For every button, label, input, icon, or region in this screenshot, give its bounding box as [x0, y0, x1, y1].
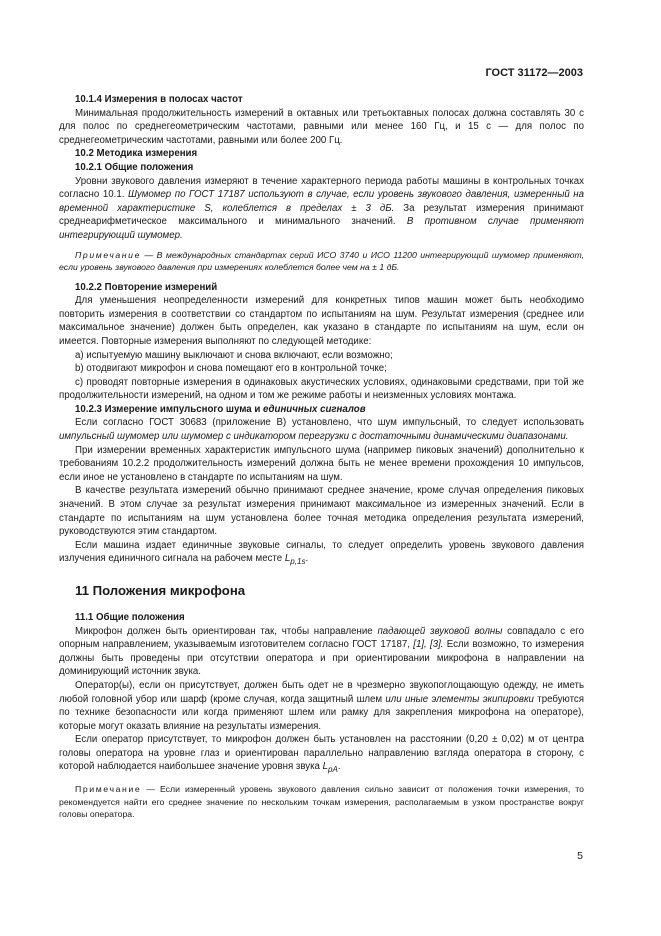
section-11-1-heading: 11.1 Общие положения [75, 611, 185, 623]
list-item-b: b) отодвигают микрофон и снова помещают его в контрольной точке; [75, 363, 387, 375]
italic-run: [1], [3]. [413, 639, 444, 651]
italic-run: Шумомер по ГОСТ 17187 используют в случае, если уровень звукового давления, измеренный на временной характеристике S, колеблется в пределах ± 3 дБ. [59, 189, 585, 214]
text-run: Если оператор присутствует, то микрофон должен быть установлен на расстоянии (0,20 ± 0,02) м от центра головы оператора на уровне глаз и ориентирован параллельно направлению взгляда оператора в сторону, с которой наблюдается наибольшее значение уровня звука [59, 734, 584, 773]
section-11-1-paragraph-2 [59, 679, 584, 733]
italic-run: импульсный шумомер или шумомер с индикатором перегрузки с достаточными динамическими диапазонами. [59, 431, 569, 443]
section-10-2-heading: 10.2 Методика измерения [75, 148, 198, 160]
section-10-2-3-heading [59, 403, 584, 417]
document-number: ГОСТ 31172—2003 [485, 67, 583, 79]
note-label: Примечание [75, 249, 142, 260]
section-10-1-4-text: Минимальная продолжительность измерений в октавных или третьоктавных полосах должна составлять 30 с для полос по среднегеометрическим частотами, равными или менее 160 Гц, и 15 с — для полос по среднегеометрическим частотами, равными или более 200 Гц. [59, 107, 584, 146]
symbol-subscript: pA [328, 765, 338, 775]
text-run: . [337, 761, 341, 773]
text-run: Если согласно ГОСТ 30683 (приложение В) установлено, что шум импульсный, то следует использовать [75, 417, 584, 429]
page-body [59, 93, 584, 828]
note-1 [59, 249, 584, 274]
text-run: требуются по технике безопасности или когда применяют шлем или рамку для закрепления микрофона на операторе), которые могут оказать влияние на результаты измерения. [59, 693, 585, 732]
text-run: Микрофон должен быть ориентирован так, чтобы направление [75, 625, 378, 637]
heading-run: 10.2.3 Измерение импульсного шума и [75, 403, 264, 415]
symbol-subscript: p,1s [290, 557, 306, 567]
text-run: Если возможно, то измерения должны быть проведены при отсутствии оператора и при ориентировании микрофона в направлении на доминирующий источник звука. [59, 639, 584, 678]
symbol: L [284, 553, 291, 565]
heading-italic-run: единичных сигналов [263, 403, 366, 415]
italic-run: В противном случае применяют интегрирующий шумомер. [59, 216, 585, 241]
note-label: Примечание [75, 784, 142, 794]
section-10-2-3-paragraph-4 [59, 539, 584, 569]
section-10-2-3-paragraph-2: При измерении временных характеристик импульсного шума (например пиковых значений) дополнительно к требованиям 10.2.2 продолжительность измерений должна быть не менее времени прохождения 10 импульсов, если иное не установлено в стандарте по испытаниям на шум. [59, 444, 584, 483]
section-10-2-3-paragraph-3: В качестве результата измерений обычно принимают среднее значение, кроме случая определения пиковых значений. В этом случае за результат измерения принимают максимальное из измеренных значений. Если в стандарте по испытаниям на шум установлена более точная методика определения результата измерений, руководствуются этим стандартом. [59, 485, 584, 538]
symbol: L [322, 761, 329, 773]
note-text: — Если измеренный уровень звукового давления сильно зависит от положения точки измерения, то рекомендуется найти его среднее значение по нескольким точкам измерения, располагаемым в узком пространстве вокруг головы оператора. [59, 784, 584, 819]
note-2 [59, 783, 584, 821]
page-number: 5 [577, 850, 583, 862]
section-10-2-1-heading: 10.2.1 Общие положения [75, 161, 194, 173]
text-run: Оператор(ы), если он присутствует, должен быть одет не в чрезмерно звукопоглощающую одежду, не иметь любой головной убор или шарф (кроме случая, когда защитный шлем [59, 679, 584, 705]
text-run: За результат измерения принимают среднеарифметическое максимального и минимального значений. [59, 202, 584, 228]
section-11-1-paragraph-3 [59, 733, 584, 777]
list-item-a: а) испытуемую машину выключают и снова включают, если возможно; [75, 349, 393, 361]
section-11-heading: 11 Положения микрофона [75, 582, 246, 598]
text-run: . [305, 553, 309, 565]
text-run: Уровни звукового давления измеряют в течение характерного периода работы машины в контрольных точках согласно 10.1. [59, 175, 584, 201]
section-10-2-1-paragraph [59, 175, 584, 243]
section-11-1-paragraph-1 [59, 625, 584, 679]
italic-run: или иные элементы экипировки [385, 693, 534, 705]
section-10-2-3-paragraph-1 [59, 416, 584, 443]
text-run: совпадало с его опорным направлением, указываемым изготовителем согласно ГОСТ 17187, [59, 625, 584, 651]
list-item-c: c) проводят повторные измерения в одинаковых акустических условиях, одинаковыми средствами, при той же продолжительности измерений, на одном и том же режиме работы и неизменных условиях монтажа. [59, 376, 584, 402]
italic-run: падающей звуковой волны [377, 625, 503, 637]
section-10-2-2-paragraph: Для уменьшения неопределенности измерений для конкретных типов машин может быть необходимо повторить измерения в соответствии со стандартом по испытаниям на шум. Результат измерения (среднее или максимальное значение) должен быть определен, как указано в стандарте по испытаниям на шум, если он имеется. Повторные измерения выполняют по следующей методике: [59, 295, 584, 347]
text-run: Если машина издает единичные звуковые сигналы, то следует определить уровень звукового давления излучения единичного сигнала на рабочем месте [59, 539, 584, 565]
note-text: — В международных стандартах серий ИСО 3740 и ИСО 11200 интегрирующий шумомер применяют, если уровень звукового давления при измерениях колеблется более чем на ± 1 дБ. [59, 249, 584, 273]
section-10-1-4-heading: 10.1.4 Измерения в полосах частот [75, 94, 243, 105]
section-10-2-2-heading: 10.2.2 Повторение измерений [75, 281, 218, 293]
